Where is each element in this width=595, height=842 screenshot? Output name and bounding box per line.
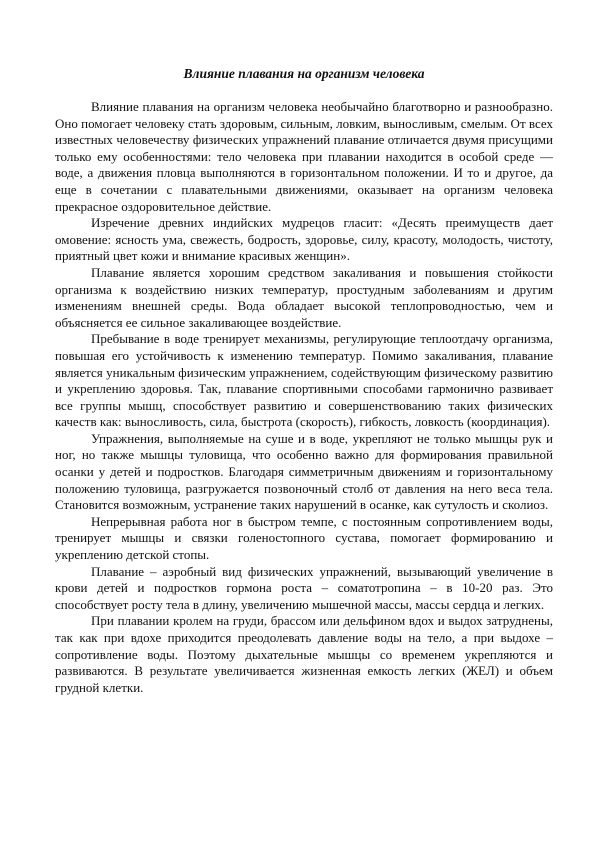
paragraph-posture: Упражнения, выполняемые на суше и в воде, укрепляют не только мышцы рук и ног, но также мышцы туловища, что особенно важно для формирования правильной осанки у детей и подростков. Благодаря симметричным движениям и горизонтальному положению туловища, разгружается позвоночный столб от давления на него веса тела. Становится возможным, устранение таких нарушений в осанке, как сутулость и сколиоз. — [55, 430, 553, 513]
document-title: Влияние плавания на организм человека — [183, 66, 425, 81]
paragraph-thermoregulation: Пребывание в воде тренирует механизмы, регулирующие теплоотдачу организма, повышая его устойчивость к изменению температур. Помимо закаливания, плавание является уникальным физическим упражнением, содействующим физическому развитию и укреплению здоровья. Так, плавание спортивными способами гармонично развивает все группы мышц, способствует развитию и совершенствованию таких физических качеств как: выносливость, сила, быстрота (скорость), гибкость, ловкость (координация). — [55, 331, 553, 430]
paragraph-feet: Непрерывная работа ног в быстром темпе, с постоянным сопротивлением воды, тренирует мышцы и связки голеностопного сустава, помогает формированию и укреплению детской стопы. — [55, 513, 553, 563]
paragraph-intro: Влияние плавания на организм человека необычайно благотворно и разнообразно. Оно помогает человеку стать здоровым, сильным, ловким, выносливым, смелым. От всех известных человечеству физических упражнений плавание отличается двумя присущими только ему особенностями: тело человека при плавании находится в особой среде — воде, а движения пловца выполняются в горизонтальном положении. И то и другое, да еще в сочетании с плавательными движениями, оказывает на организм человека прекрасное оздоровительное действие. — [55, 99, 553, 214]
paragraph-quote: Изречение древних индийских мудрецов гласит: «Десять преимуществ дает омовение: ясность ума, свежесть, бодрость, здоровье, силу, красоту, молодость, чистоту, приятный цвет кожи и внимание красивых женщин». — [55, 215, 553, 264]
paragraph-hardening: Плавание является хорошим средством закаливания и повышения стойкости организма к воздействию низких температур, простудным заболеваниям и другим изменениям внешней среды. Вода обладает высокой теплопроводностью, чем и объясняется ее сильное закаливающее воздействие. — [55, 264, 553, 330]
paragraph-breathing: При плавании кролем на груди, брассом или дельфином вдох и выдох затруднены, так как при вдохе приходится преодолевать давление воды на тело, а при выдохе – сопротивление воды. Поэтому дыхательные мышцы со временем укрепляются и развиваются. В результате увеличивается жизненная емкость легких (ЖЕЛ) и объем грудной клетки. — [55, 613, 553, 695]
paragraph-growth: Плавание – аэробный вид физических упражнений, вызывающий увеличение в крови детей и подростков гормона роста – соматотропина – в 10-20 раз. Это способствует росту тела в длину, увеличению мышечной массы, массы сердца и легких. — [55, 563, 553, 612]
document-body — [55, 66, 553, 696]
